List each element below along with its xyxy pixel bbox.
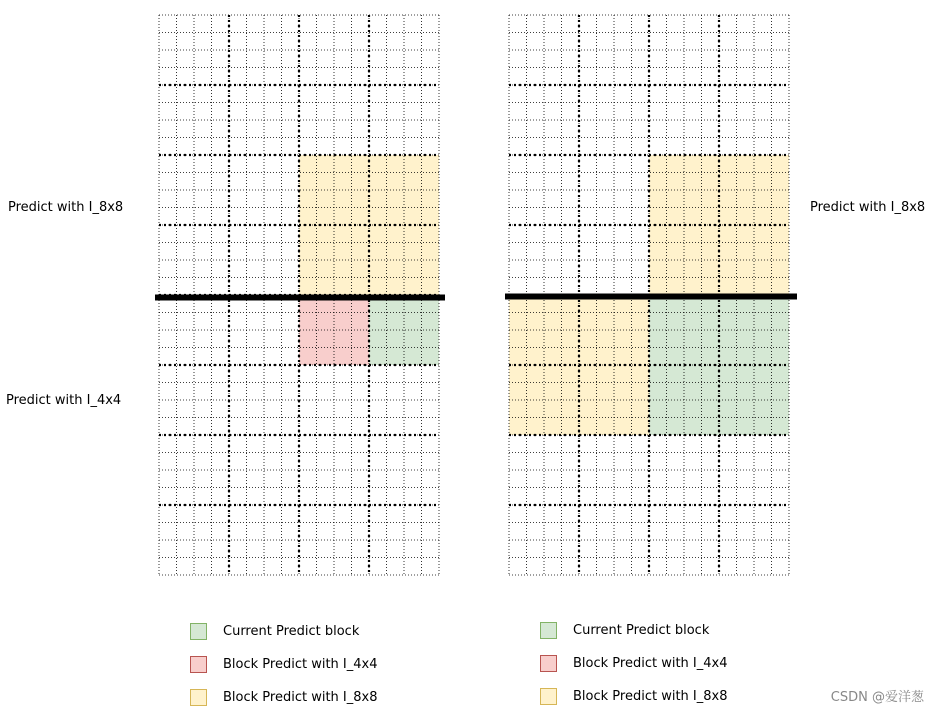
legend-right-i8x8 xyxy=(540,686,727,706)
swatch-current xyxy=(540,622,557,639)
legend-right-current xyxy=(540,620,709,640)
legend-label: Block Predict with I_8x8 xyxy=(223,689,378,705)
legend-label: Block Predict with I_4x4 xyxy=(573,655,728,671)
legend-label: Block Predict with I_8x8 xyxy=(573,688,728,704)
swatch-i8x8 xyxy=(540,688,557,705)
legend-left-i4x4 xyxy=(190,654,377,674)
legend-label: Block Predict with I_4x4 xyxy=(223,656,378,672)
legend-left-current xyxy=(190,621,359,641)
legend-left-i8x8 xyxy=(190,687,377,707)
legend-label: Current Predict block xyxy=(573,622,710,638)
left-label-i8x8: Predict with I_8x8 xyxy=(8,200,124,215)
legend-right-i4x4 xyxy=(540,653,727,673)
swatch-i4x4 xyxy=(190,656,207,673)
watermark: CSDN @爱洋葱 xyxy=(830,690,924,705)
right-macroblock-grid xyxy=(505,14,797,584)
left-label-i4x4: Predict with I_4x4 xyxy=(6,393,122,408)
left-macroblock-grid xyxy=(155,14,445,584)
right-label-i8x8: Predict with I_8x8 xyxy=(810,200,926,215)
swatch-i4x4 xyxy=(540,655,557,672)
swatch-i8x8 xyxy=(190,689,207,706)
legend-label: Current Predict block xyxy=(223,623,360,639)
swatch-current xyxy=(190,623,207,640)
